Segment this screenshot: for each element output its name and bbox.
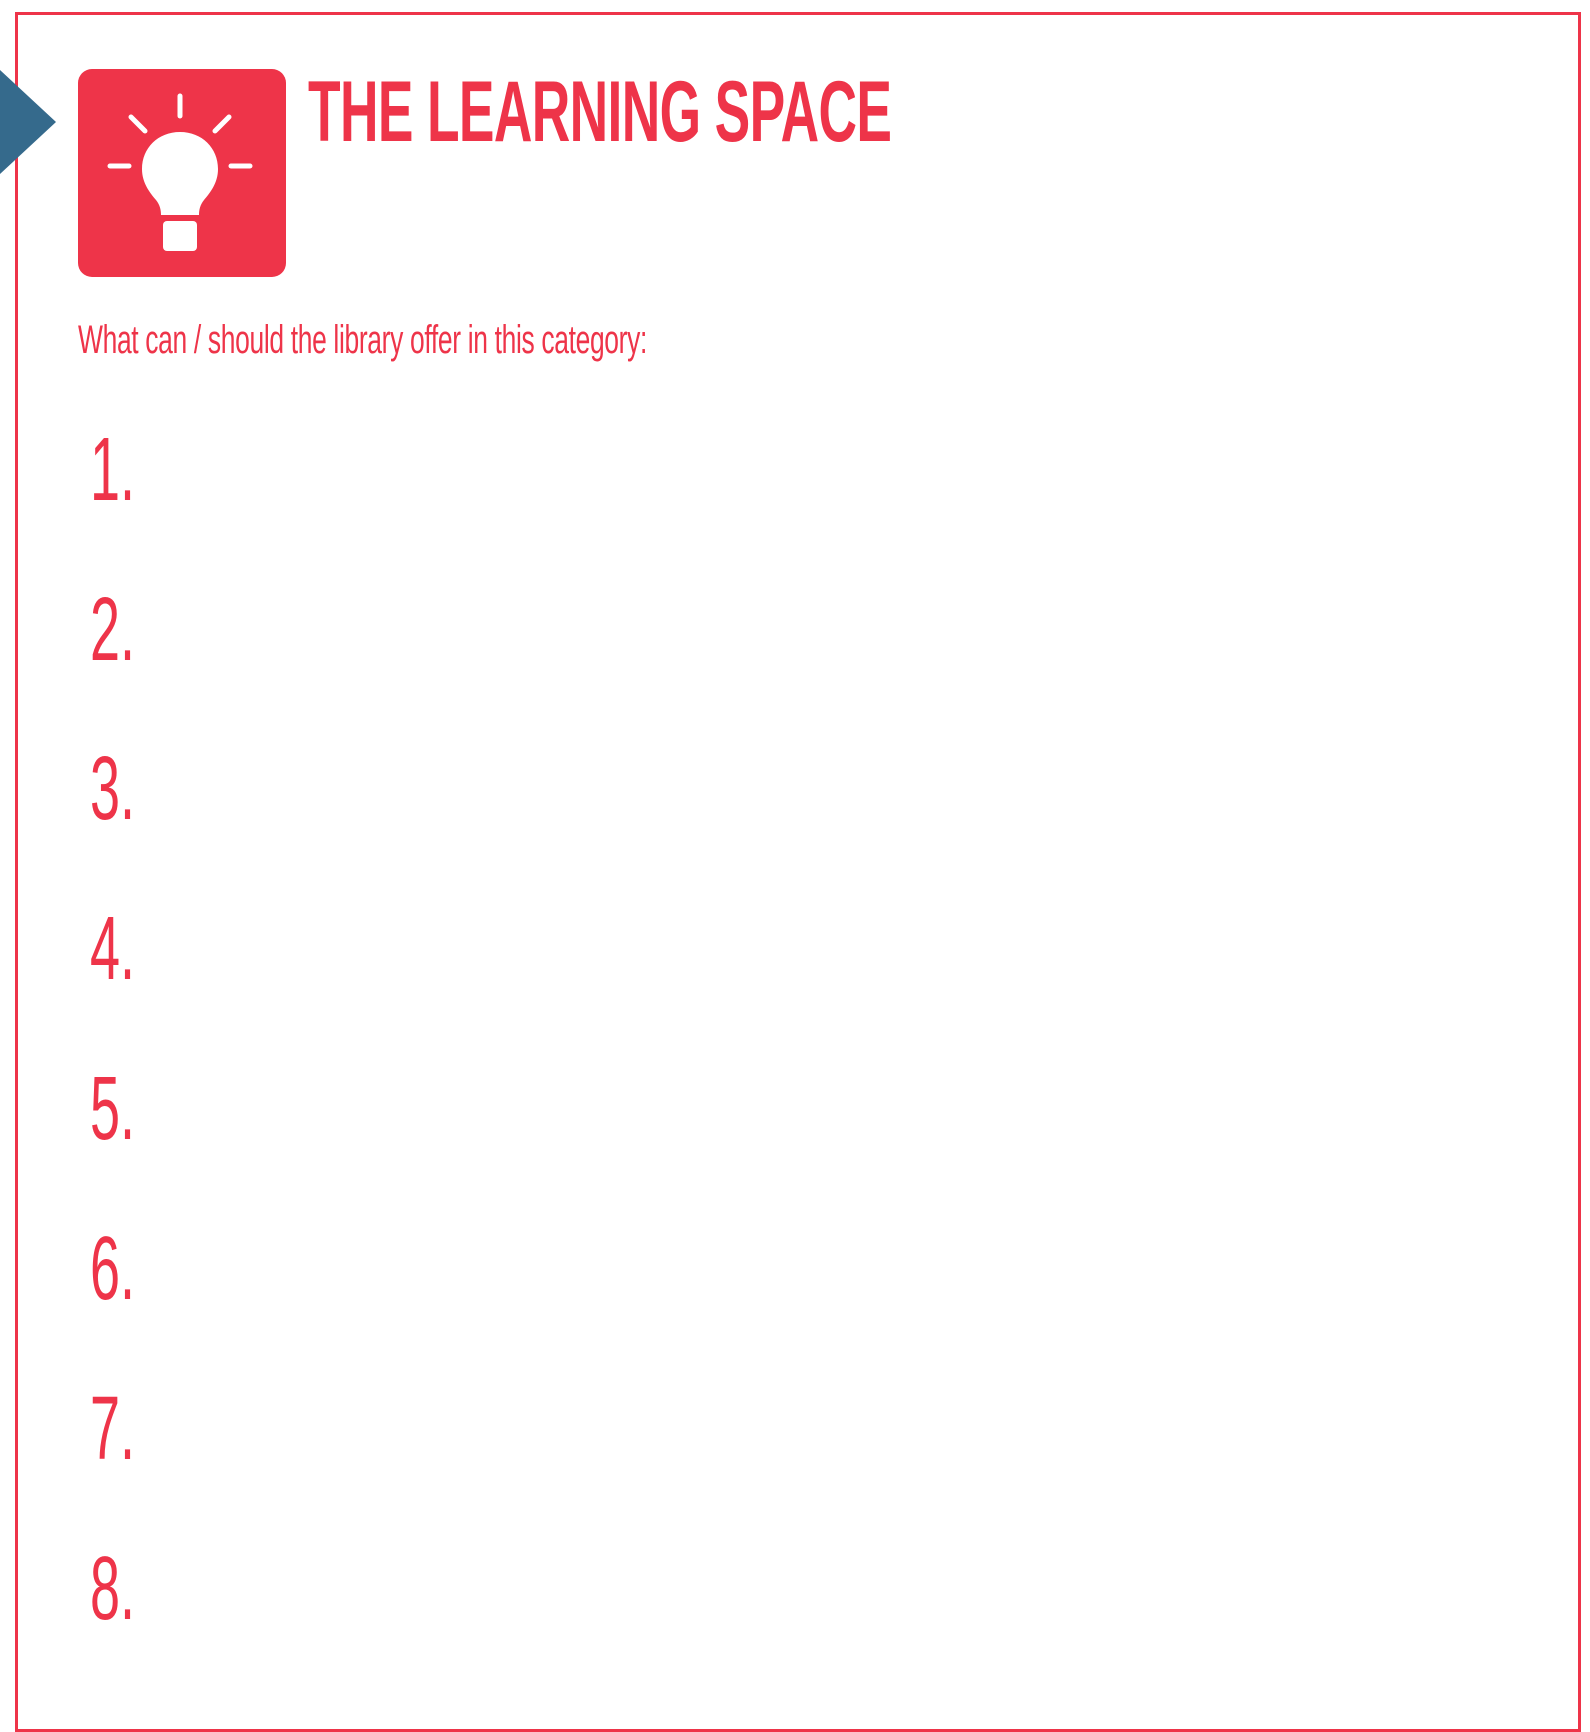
list-item-number: 8.: [90, 1539, 136, 1639]
list-item-number: 2.: [90, 580, 136, 680]
category-prompt: What can / should the library offer in this category:: [78, 318, 647, 362]
list-item-number: 4.: [90, 899, 136, 999]
list-item-number: 7.: [90, 1379, 136, 1479]
list-item-number: 1.: [90, 420, 136, 520]
list-item-number: 5.: [90, 1059, 136, 1159]
list-item-number: 6.: [90, 1219, 136, 1319]
pointer-arrow-icon: [0, 70, 56, 174]
list-item-number: 3.: [90, 739, 136, 839]
page-title: THE LEARNING SPACE: [308, 64, 892, 160]
lightbulb-icon: [78, 69, 286, 277]
